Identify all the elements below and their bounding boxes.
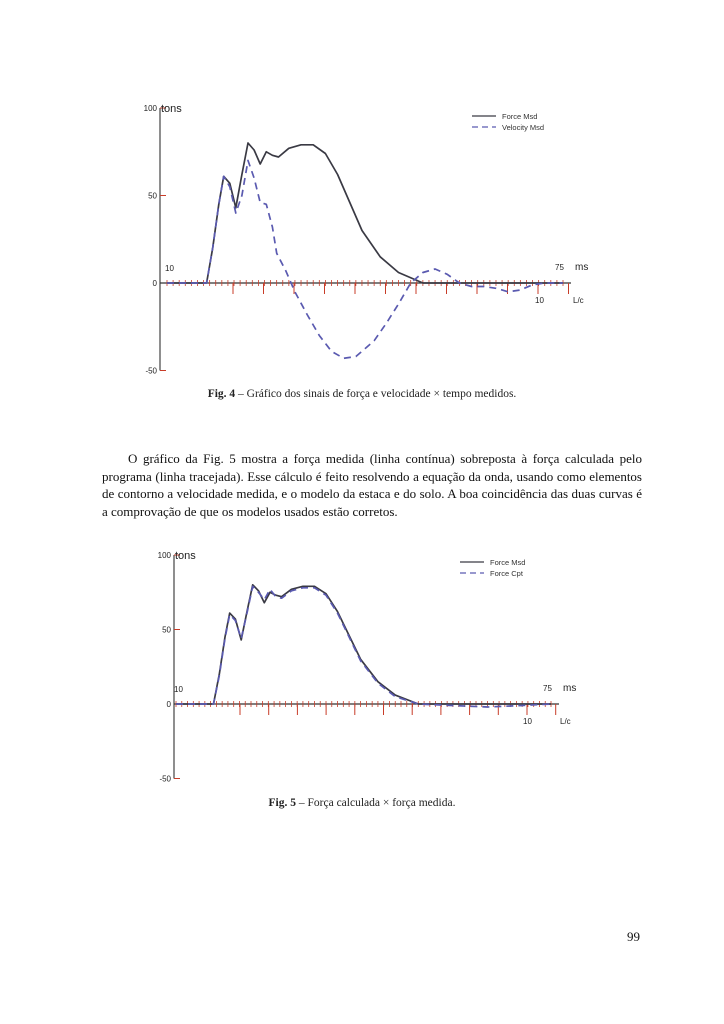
y-axis-label: tons	[175, 550, 196, 562]
page-number: 99	[627, 929, 640, 944]
legend-label: Force Cpt	[490, 569, 523, 578]
legend-label: Velocity Msd	[502, 123, 545, 132]
series-line-force-cpt	[176, 586, 551, 707]
fig5-caption	[0, 797, 724, 809]
x-axis-label: ms	[563, 683, 577, 694]
series-line-force-msd	[176, 585, 551, 704]
lc-tick-label: 10	[523, 717, 532, 726]
fig4-caption-label: Fig. 4	[207, 388, 236, 400]
x-start-label: 10	[165, 264, 174, 273]
x-end-label: 75	[543, 684, 552, 693]
series-line-velocity-msd	[167, 161, 563, 359]
legend-label: Force Msd	[502, 112, 538, 121]
fig5-caption-label: Fig. 5	[268, 797, 297, 809]
fig4-caption	[0, 388, 724, 400]
y-axis-label: tons	[161, 103, 182, 115]
y-tick-label: -50	[145, 366, 157, 376]
x-end-label: 75	[555, 263, 564, 272]
body-paragraph: O gráfico da Fig. 5 mostra a força medida (linha contínua) sobreposta à força calculada pelo programa (linha tracejada). Esse cálculo é feito resolvendo a equação da onda, usando como elementos de contorno a velocidade medida, e o modelo da estaca e do solo. A boa coincidência das duas curvas é a comprovação de que os modelos usados estão corretos.	[102, 451, 642, 519]
lc-tick-label: 10	[535, 296, 544, 305]
y-tick-label: 0	[152, 279, 157, 288]
y-tick-label: 50	[162, 625, 171, 635]
y-tick-label: -50	[159, 774, 171, 784]
legend-label: Force Msd	[490, 558, 526, 567]
y-tick-label: 100	[157, 551, 171, 560]
y-tick-label: 0	[166, 700, 171, 709]
x-axis-label: ms	[575, 262, 589, 273]
lc-axis-label: L/c	[573, 296, 584, 305]
y-tick-label: 50	[148, 191, 157, 201]
fig5-caption-text: – Força calculada × força medida.	[296, 797, 456, 809]
fig4-caption-text: – Gráfico dos sinais de força e velocidade × tempo medidos.	[235, 388, 517, 400]
fig5-chart	[0, 540, 724, 795]
lc-axis-label: L/c	[560, 717, 571, 726]
y-tick-label: 100	[143, 104, 157, 113]
fig4-chart	[0, 90, 724, 385]
x-start-label: 10	[174, 685, 183, 694]
series-line-force-msd	[167, 143, 563, 283]
